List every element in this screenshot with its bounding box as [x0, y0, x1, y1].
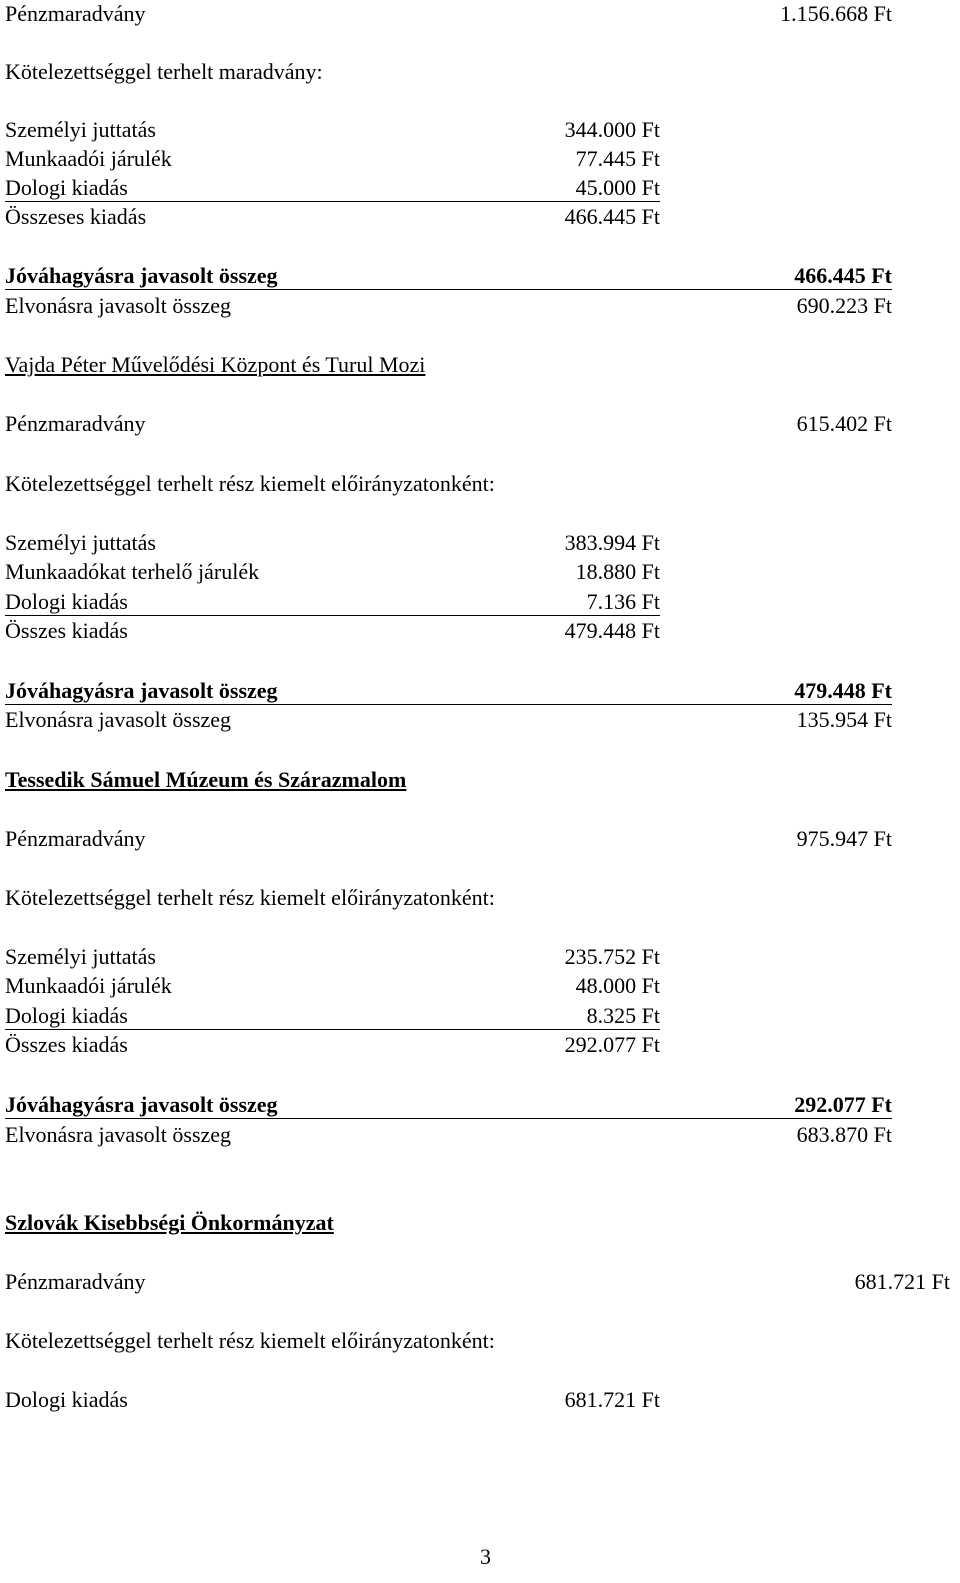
page-number: 3	[480, 1544, 491, 1569]
vajda-item-label-0: Személyi juttatás	[5, 530, 156, 555]
top-penzmaradvany-label: Pénzmaradvány	[5, 1, 146, 26]
top-item-label-1: Munkaadói járulék	[5, 146, 172, 171]
tessedik-item-label-1: Munkaadói járulék	[5, 973, 172, 998]
top-approval-rule	[5, 289, 892, 290]
szlovak-item-label-0: Dologi kiadás	[5, 1387, 128, 1412]
top-withdraw-label: Elvonásra javasolt összeg	[5, 293, 232, 318]
vajda-item-label-2: Dologi kiadás	[5, 589, 128, 614]
top-sum-rule	[5, 201, 660, 202]
vajda-item-value-2: 7.136 Ft	[586, 589, 660, 614]
vajda-approval-value: 479.448 Ft	[794, 678, 892, 703]
top-approval-value: 466.445 Ft	[794, 263, 892, 288]
vajda-item-value-1: 18.880 Ft	[575, 559, 660, 584]
tessedik-withdraw-label: Elvonásra javasolt összeg	[5, 1122, 232, 1147]
tessedik-item-label-0: Személyi juttatás	[5, 944, 156, 969]
szlovak-kotelezettseg-label: Kötelezettséggel terhelt rész kiemelt előirányzatonként:	[5, 1328, 495, 1353]
szlovak-penzmaradvany-label: Pénzmaradvány	[5, 1269, 146, 1294]
top-withdraw-value: 690.223 Ft	[796, 293, 892, 318]
vajda-kotelezettseg-label: Kötelezettséggel terhelt rész kiemelt előirányzatonként:	[5, 471, 495, 496]
vajda-withdraw-value: 135.954 Ft	[796, 707, 892, 732]
szlovak-penzmaradvany-value: 681.721 Ft	[854, 1269, 950, 1294]
vajda-approval-label: Jóváhagyásra javasolt összeg	[5, 678, 278, 703]
top-item-label-3: Összeses kiadás	[5, 204, 147, 229]
tessedik-item-label-2: Dologi kiadás	[5, 1003, 128, 1028]
szlovak-title: Szlovák Kisebbségi Önkormányzat	[5, 1210, 334, 1235]
vajda-item-value-0: 383.994 Ft	[564, 530, 660, 555]
tessedik-approval-label: Jóváhagyásra javasolt összeg	[5, 1092, 278, 1117]
tessedik-title: Tessedik Sámuel Múzeum és Szárazmalom	[5, 767, 407, 792]
top-kotelezettseg-label: Kötelezettséggel terhelt maradvány:	[5, 59, 323, 84]
vajda-item-value-3: 479.448 Ft	[564, 618, 660, 643]
vajda-approval-rule	[5, 704, 892, 705]
vajda-sum-rule	[5, 615, 660, 616]
tessedik-kotelezettseg-label: Kötelezettséggel terhelt rész kiemelt előirányzatonként:	[5, 885, 495, 910]
vajda-withdraw-label: Elvonásra javasolt összeg	[5, 707, 232, 732]
vajda-penzmaradvany-value: 615.402 Ft	[796, 411, 892, 436]
tessedik-approval-value: 292.077 Ft	[794, 1092, 892, 1117]
tessedik-item-value-2: 8.325 Ft	[586, 1003, 660, 1028]
tessedik-item-value-3: 292.077 Ft	[564, 1032, 660, 1057]
top-item-label-2: Dologi kiadás	[5, 175, 128, 200]
tessedik-penzmaradvany-label: Pénzmaradvány	[5, 826, 146, 851]
vajda-penzmaradvany-label: Pénzmaradvány	[5, 411, 146, 436]
tessedik-item-label-3: Összes kiadás	[5, 1032, 128, 1057]
tessedik-sum-rule	[5, 1029, 660, 1030]
top-penzmaradvany-value: 1.156.668 Ft	[780, 1, 892, 26]
top-item-value-2: 45.000 Ft	[575, 175, 660, 200]
vajda-title: Vajda Péter Művelődési Központ és Turul Mozi	[5, 352, 426, 377]
tessedik-item-value-1: 48.000 Ft	[575, 973, 660, 998]
tessedik-penzmaradvany-value: 975.947 Ft	[796, 826, 892, 851]
top-item-value-3: 466.445 Ft	[564, 204, 660, 229]
szlovak-item-value-0: 681.721 Ft	[564, 1387, 660, 1412]
top-item-value-0: 344.000 Ft	[564, 117, 660, 142]
tessedik-item-value-0: 235.752 Ft	[564, 944, 660, 969]
vajda-item-label-1: Munkaadókat terhelő járulék	[5, 559, 260, 584]
vajda-item-label-3: Összes kiadás	[5, 618, 128, 643]
tessedik-withdraw-value: 683.870 Ft	[796, 1122, 892, 1147]
top-item-value-1: 77.445 Ft	[575, 146, 660, 171]
top-approval-label: Jóváhagyásra javasolt összeg	[5, 263, 278, 288]
top-item-label-0: Személyi juttatás	[5, 117, 156, 142]
tessedik-approval-rule	[5, 1118, 892, 1119]
